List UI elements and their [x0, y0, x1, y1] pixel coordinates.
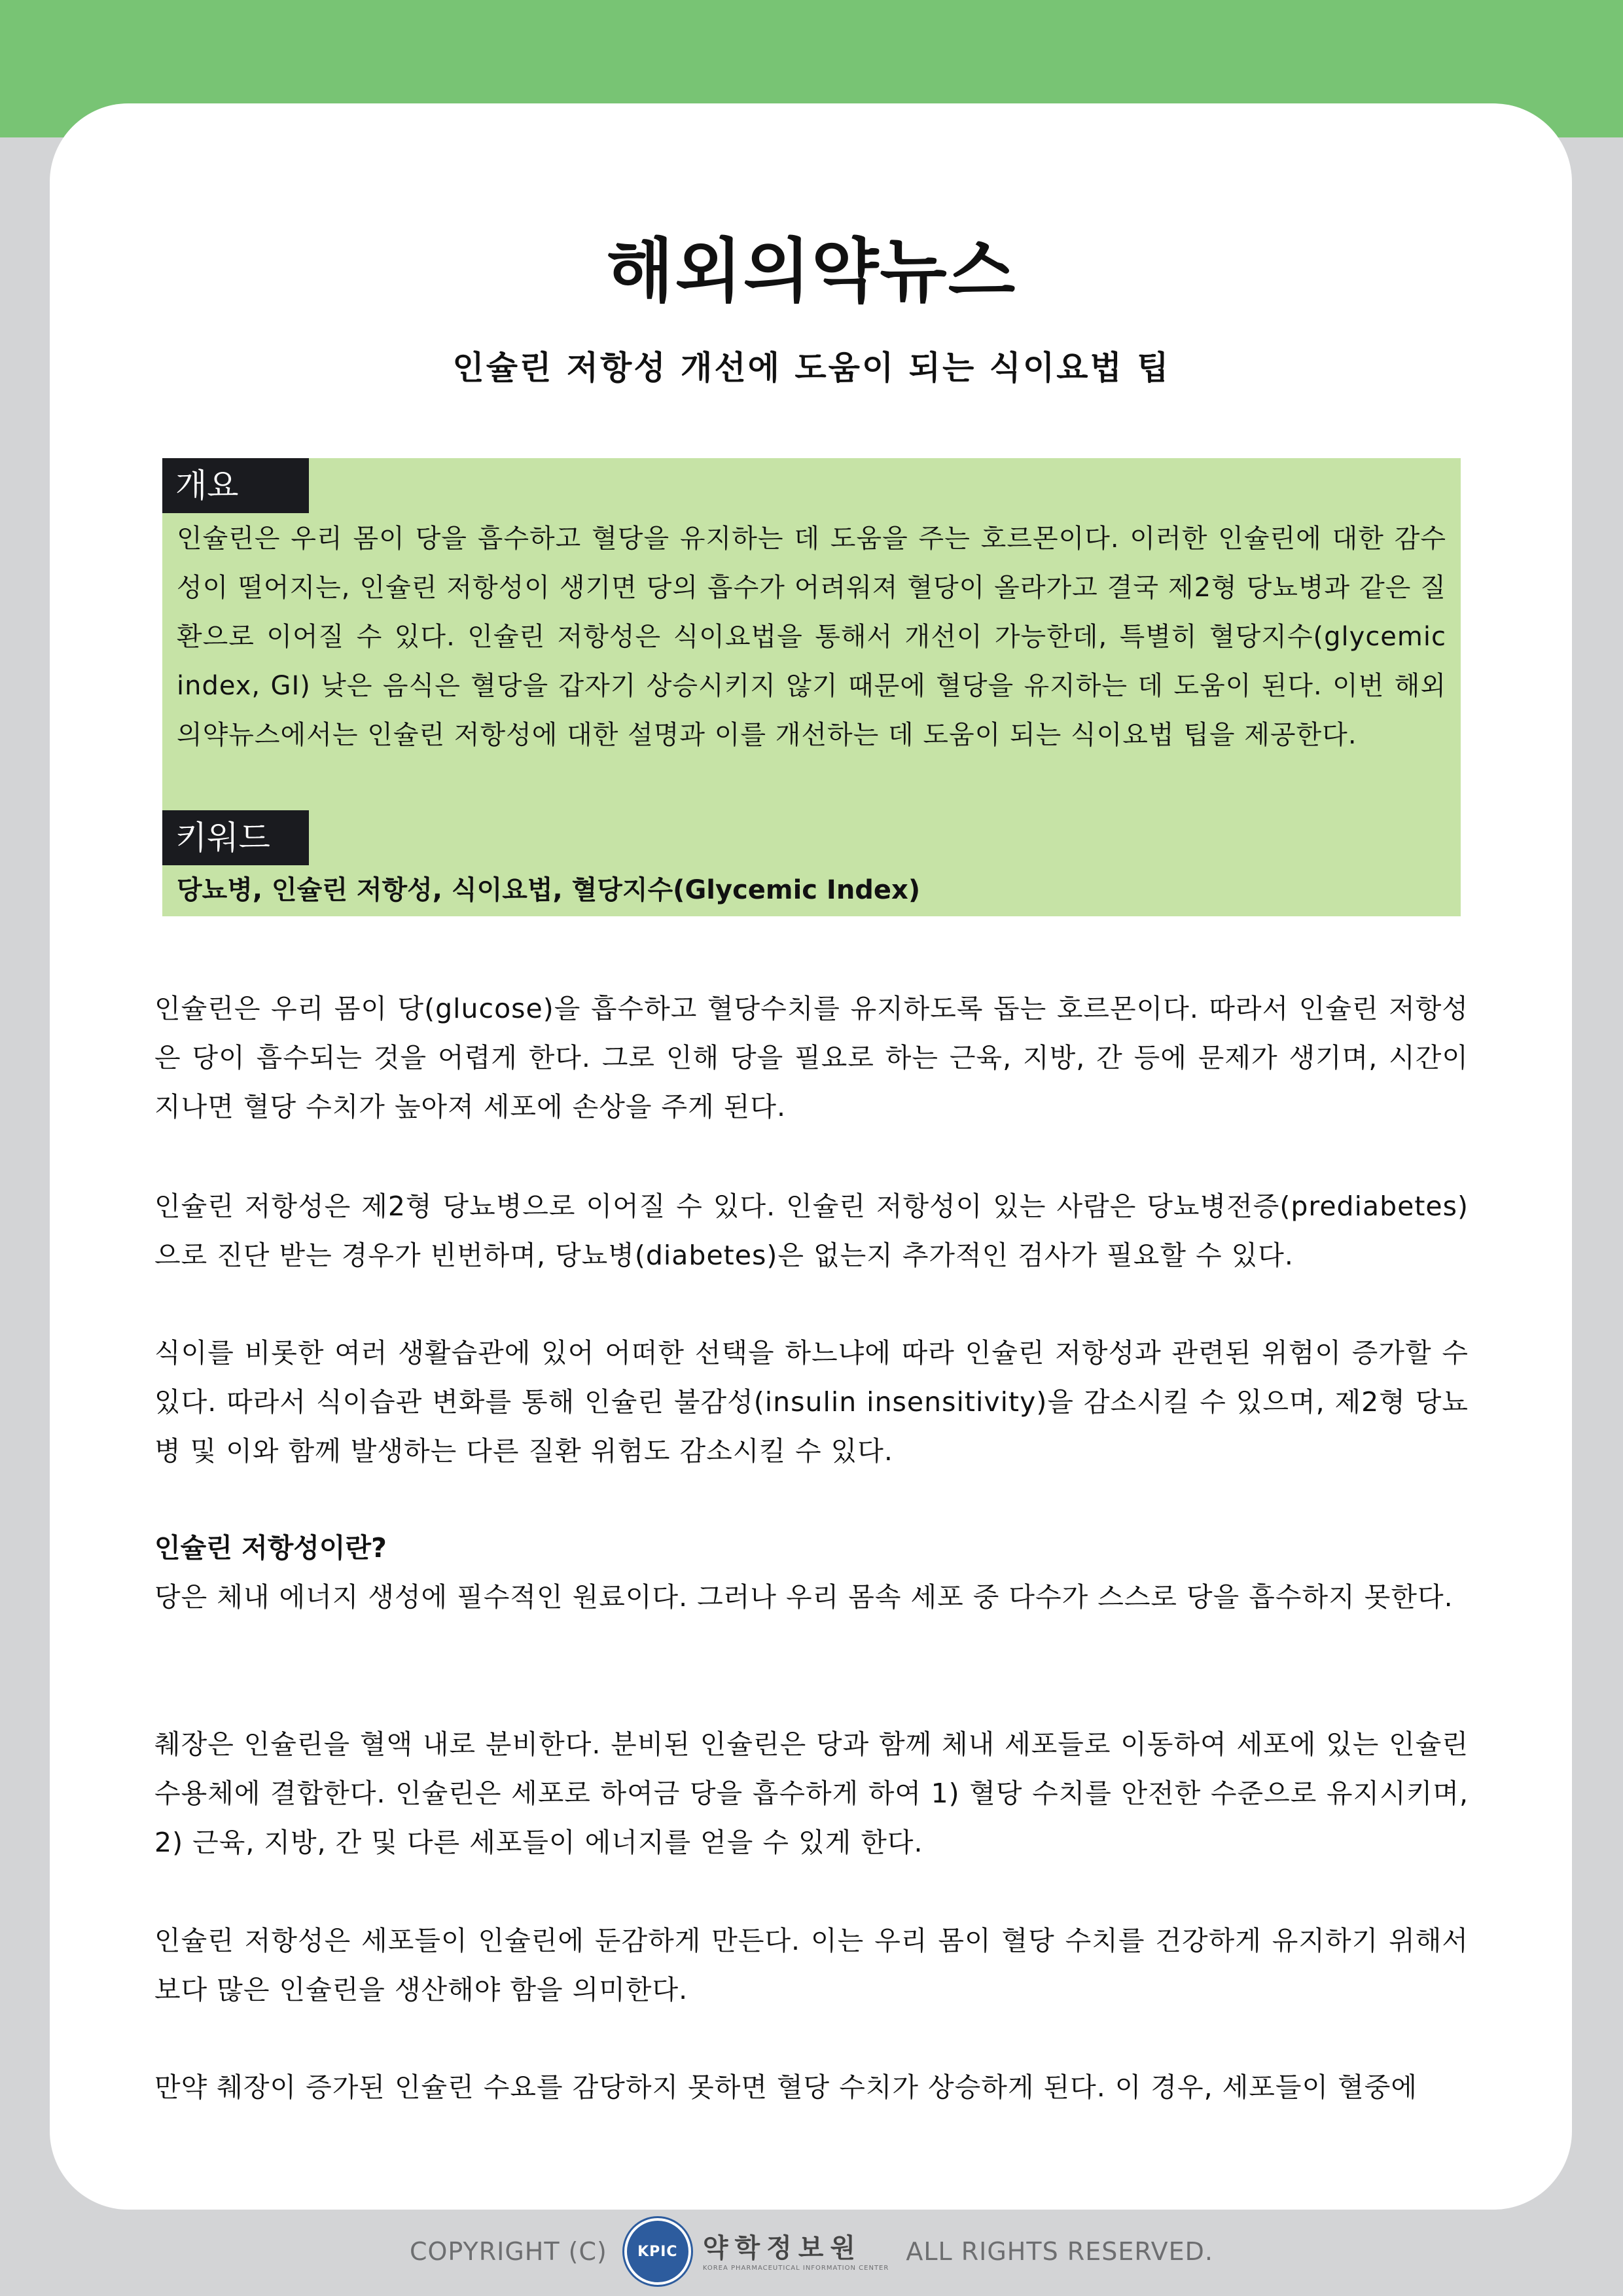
kpic-seal-icon — [624, 2218, 691, 2285]
body-paragraph-6: 인슐린 저항성은 세포들이 인슐린에 둔감하게 만든다. 이는 우리 몸이 혈당 수치를 건강하게 유지하기 위해서 보다 많은 인슐린을 생산해야 함을 의미한다. — [154, 1925, 1469, 2005]
page-card — [50, 103, 1572, 2210]
keywords-text: 당뇨병, 인슐린 저항성, 식이요법, 혈당지수(Glycemic Index) — [177, 875, 921, 905]
overview-text: 인슐린은 우리 몸이 당을 흡수하고 혈당을 유지하는 데 도움을 주는 호르몬이다. 이러한 인슐린에 대한 감수성이 떨어지는, 인슐린 저항성이 생기면 당의 흡수가 어려워져 혈당이 올라가고 결국 제2형 당뇨병과 같은 질환으로 이어질 수 있다. 인슐린 저항성은 식이요법을 통해서 개선이 가능한데, 특별히 혈당지수(glycemic index, GI) 낮은 음식은 혈당을 갑자기 상승시키지 않기 때문에 혈당을 유지하는 데 도움이 된다. 이번 해외의약뉴스에서는 인슐린 저항성에 대한 설명과 이를 개선하는 데 도움이 되는 식이요법 팁을 제공한다. — [177, 524, 1446, 750]
kpic-logo — [624, 2218, 889, 2285]
copyright-text: COPYRIGHT (C) — [409, 2237, 607, 2266]
document-title: 해외의약뉴스 — [606, 231, 1017, 312]
summary-box — [162, 458, 1461, 916]
body-paragraph-4: 당은 체내 에너지 생성에 필수적인 원료이다. 그러나 우리 몸속 세포 중 다수가 스스로 당을 흡수하지 못한다. — [154, 1581, 1454, 1613]
body-paragraph-1: 인슐린은 우리 몸이 당(glucose)을 흡수하고 혈당수치를 유지하도록 돕는 호르몬이다. 따라서 인슐린 저항성은 당이 흡수되는 것을 어렵게 한다. 그로 인해 당을 필요로 하는 근육, 지방, 간 등에 문제가 생기며, 시간이 지나면 혈당 수치가 높아져 세포에 손상을 주게 된다. — [154, 993, 1469, 1122]
document-subtitle: 인슐린 저항성 개선에 도움이 되는 식이요법 팁 — [452, 349, 1171, 387]
overview-label: 개요 — [162, 458, 309, 513]
section-heading-insulin-resistance: 인슐린 저항성이란? — [154, 1532, 387, 1564]
rights-text: ALL RIGHTS RESERVED. — [906, 2237, 1214, 2266]
body-paragraph-7: 만약 췌장이 증가된 인슐린 수요를 감당하지 못하면 혈당 수치가 상승하게 된다. 이 경우, 세포들이 혈중에 — [154, 2072, 1418, 2103]
body-paragraph-2: 인슐린 저항성은 제2형 당뇨병으로 이어질 수 있다. 인슐린 저항성이 있는 사람은 당뇨병전증(prediabetes)으로 진단 받는 경우가 빈번하며, 당뇨병(diabetes)은 없는지 추가적인 검사가 필요할 수 있다. — [154, 1191, 1469, 1271]
kpic-seal-text: KPIC — [637, 2243, 678, 2260]
logo-text — [703, 2232, 889, 2272]
body-paragraph-3: 식이를 비롯한 여러 생활습관에 있어 어떠한 선택을 하느냐에 따라 인슐린 저항성과 관련된 위험이 증가할 수 있다. 따라서 식이습관 변화를 통해 인슐린 불감성(insulin insensitivity)을 감소시킬 수 있으며, 제2형 당뇨병 및 이와 함께 발생하는 다른 질환 위험도 감소시킬 수 있다. — [154, 1337, 1469, 1467]
keywords-label: 키워드 — [162, 810, 309, 865]
logo-name-english: KOREA PHARMACEUTICAL INFORMATION CENTER — [702, 2264, 889, 2272]
logo-name-korean: 약학정보원 — [702, 2233, 863, 2263]
page-footer — [0, 2219, 1623, 2284]
body-paragraph-5: 췌장은 인슐린을 혈액 내로 분비한다. 분비된 인슐린은 당과 함께 체내 세포들로 이동하여 세포에 있는 인슐린 수용체에 결합한다. 인슐린은 세포로 하여금 당을 흡수하게 하여 1) 혈당 수치를 안전한 수준으로 유지시키며, 2) 근육, 지방, 간 및 다른 세포들이 에너지를 얻을 수 있게 한다. — [154, 1729, 1469, 1858]
